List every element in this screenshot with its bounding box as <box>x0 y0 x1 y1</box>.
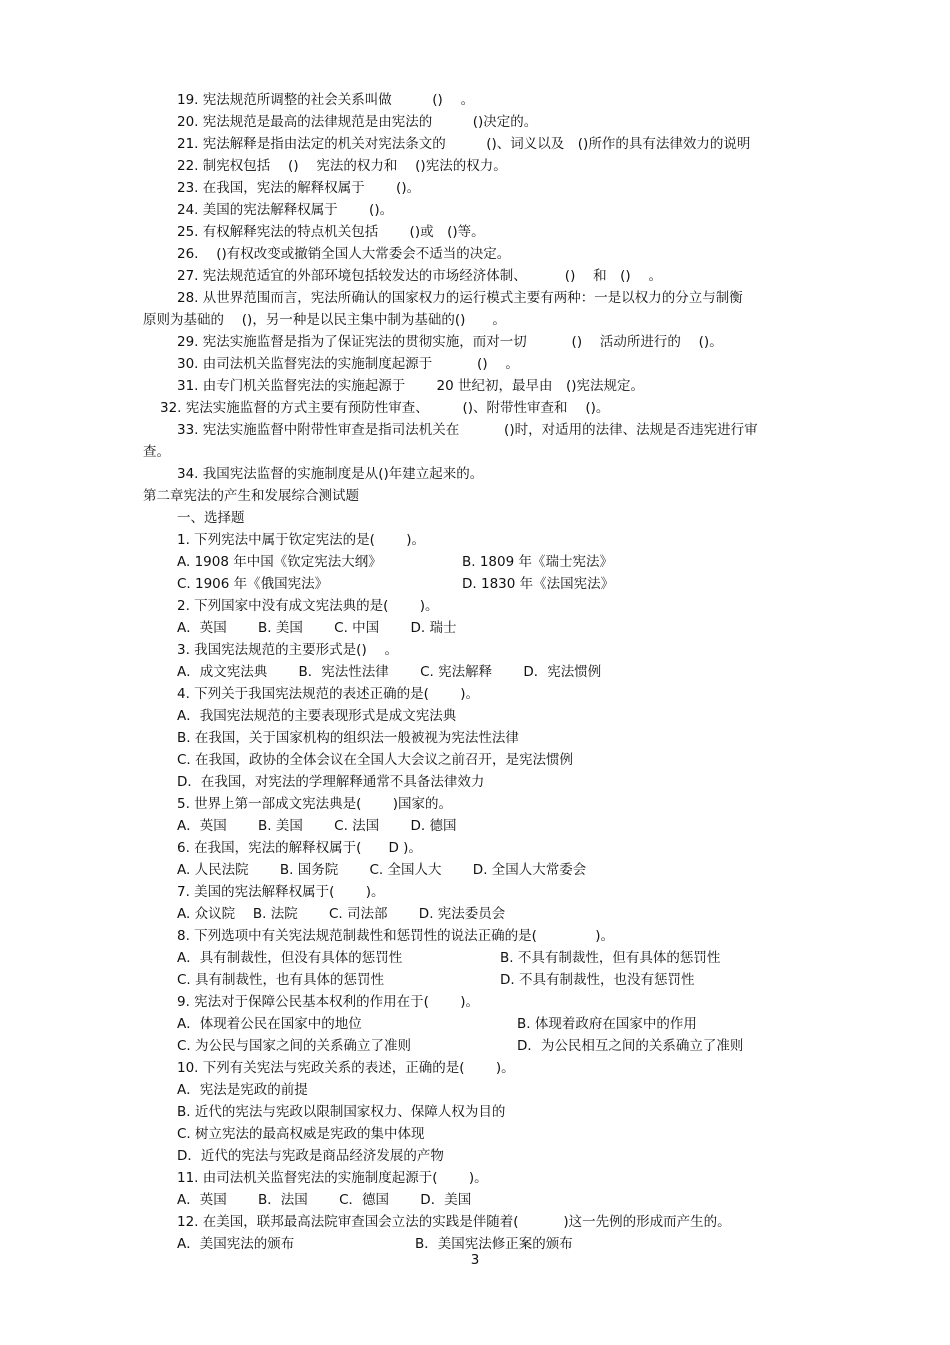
fill-in-item-22: 22. 制宪权包括 () 宪法的权力和 ()宪法的权力。 <box>177 158 507 174</box>
question-8: 8. 下列选项中有关宪法规范制裁性和惩罚性的说法正确的是( )。 <box>177 928 614 944</box>
fill-in-item-23: 23. 在我国，宪法的解释权属于 ()。 <box>177 180 421 196</box>
fill-in-item-24: 24. 美国的宪法解释权属于 ()。 <box>177 202 394 218</box>
question-10-option-d: D．近代的宪法与宪政是商品经济发展的产物 <box>177 1148 444 1164</box>
question-1-option-c: C. 1906 年《俄国宪法》 <box>177 576 329 592</box>
question-11-options: A．英国 B．法国 C．德国 D．美国 <box>177 1192 472 1208</box>
question-10-option-a: A．宪法是宪政的前提 <box>177 1082 308 1098</box>
question-8-option-b: B. 不具有制裁性，但有具体的惩罚性 <box>500 950 721 966</box>
question-7: 7. 美国的宪法解释权属于( )。 <box>177 884 385 900</box>
question-12: 12. 在美国，联邦最高法院审查国会立法的实践是伴随着( )这一先例的形成而产生的。 <box>177 1214 731 1230</box>
question-9-option-c: C. 为公民与国家之间的关系确立了准则 <box>177 1038 412 1054</box>
fill-in-item-21: 21. 宪法解释是指由法定的机关对宪法条文的 ()、词义以及 ()所作的具有法律效力的说明 <box>177 136 751 152</box>
question-9: 9. 宪法对于保障公民基本权利的作用在于( )。 <box>177 994 479 1010</box>
fill-in-item-32: 32. 宪法实施监督的方式主要有预防性审查、 ()、附带性审查和 ()。 <box>160 400 610 416</box>
question-6-options: A. 人民法院 B. 国务院 C. 全国人大 D. 全国人大常委会 <box>177 862 587 878</box>
question-10-option-b: B. 近代的宪法与宪政以限制国家权力、保障人权为目的 <box>177 1104 506 1120</box>
question-8-option-a: A．具有制裁性，但没有具体的惩罚性 <box>177 950 403 966</box>
fill-in-item-28-cont: 原则为基础的 ()，另一种是以民主集中制为基础的() 。 <box>143 312 506 328</box>
fill-in-item-33: 33. 宪法实施监督中附带性审查是指司法机关在 ()时，对适用的法律、法规是否违宪进行审 <box>177 422 758 438</box>
question-8-option-d: D. 不具有制裁性，也没有惩罚性 <box>500 972 695 988</box>
page-number: 3 <box>470 1252 480 1268</box>
question-2: 2. 下列国家中没有成文宪法典的是( )。 <box>177 598 439 614</box>
fill-in-item-28: 28. 从世界范围而言，宪法所确认的国家权力的运行模式主要有两种：一是以权力的分立与制衡 <box>177 290 743 306</box>
question-9-option-a: A．体现着公民在国家中的地位 <box>177 1016 362 1032</box>
question-5-options: A．英国 B. 美国 C. 法国 D. 德国 <box>177 818 457 834</box>
question-1-option-a: A. 1908 年中国《钦定宪法大纲》 <box>177 554 382 570</box>
fill-in-item-20: 20. 宪法规范是最高的法律规范是由宪法的 ()决定的。 <box>177 114 538 130</box>
fill-in-item-31: 31. 由专门机关监督宪法的实施起源于 20 世纪初，最早由 ()宪法规定。 <box>177 378 645 394</box>
question-6: 6. 在我国，宪法的解释权属于( D )。 <box>177 840 422 856</box>
fill-in-item-34: 34. 我国宪法监督的实施制度是从()年建立起来的。 <box>177 466 484 482</box>
fill-in-item-19: 19. 宪法规范所调整的社会关系叫做 () 。 <box>177 92 475 108</box>
question-12-option-a: A．美国宪法的颁布 <box>177 1236 295 1252</box>
question-1-option-d: D. 1830 年《法国宪法》 <box>462 576 615 592</box>
question-2-options: A．英国 B. 美国 C. 中国 D. 瑞士 <box>177 620 457 636</box>
question-4-option-b: B. 在我国，关于国家机构的组织法一般被视为宪法性法律 <box>177 730 519 746</box>
fill-in-item-33-cont: 查。 <box>143 444 170 460</box>
fill-in-item-25: 25. 有权解释宪法的特点机关包括 ()或 ()等。 <box>177 224 485 240</box>
question-3: 3. 我国宪法规范的主要形式是() 。 <box>177 642 398 658</box>
question-9-option-d: D．为公民相互之间的关系确立了准则 <box>517 1038 744 1054</box>
question-3-options: A．成文宪法典 B．宪法性法律 C. 宪法解释 D．宪法惯例 <box>177 664 602 680</box>
question-11: 11. 由司法机关监督宪法的实施制度起源于( )。 <box>177 1170 488 1186</box>
section-title: 一、选择题 <box>177 510 245 526</box>
question-4-option-d: D．在我国，对宪法的学理解释通常不具备法律效力 <box>177 774 485 790</box>
fill-in-item-29: 29. 宪法实施监督是指为了保证宪法的贯彻实施，而对一切 () 活动所进行的 ()。 <box>177 334 723 350</box>
fill-in-item-26: 26. ()有权改变或撤销全国人大常委会不适当的决定。 <box>177 246 511 262</box>
question-5: 5. 世界上第一部成文宪法典是( )国家的。 <box>177 796 452 812</box>
question-12-option-b: B．美国宪法修正案的颁布 <box>415 1236 573 1252</box>
question-1-option-b: B. 1809 年《瑞士宪法》 <box>462 554 613 570</box>
question-4-option-c: C. 在我国，政协的全体会议在全国人大会议之前召开，是宪法惯例 <box>177 752 574 768</box>
question-9-option-b: B. 体现着政府在国家中的作用 <box>517 1016 697 1032</box>
question-1: 1. 下列宪法中属于钦定宪法的是( )。 <box>177 532 425 548</box>
question-10-option-c: C. 树立宪法的最高权威是宪政的集中体现 <box>177 1126 425 1142</box>
question-4: 4. 下列关于我国宪法规范的表述正确的是( )。 <box>177 686 479 702</box>
fill-in-item-27: 27. 宪法规范适宜的外部环境包括较发达的市场经济体制、 () 和 () 。 <box>177 268 662 284</box>
chapter-title: 第二章宪法的产生和发展综合测试题 <box>143 488 359 504</box>
question-8-option-c: C. 具有制裁性，也有具体的惩罚性 <box>177 972 385 988</box>
question-4-option-a: A．我国宪法规范的主要表现形式是成文宪法典 <box>177 708 457 724</box>
question-10: 10. 下列有关宪法与宪政关系的表述，正确的是( )。 <box>177 1060 515 1076</box>
question-7-options: A. 众议院 B. 法院 C. 司法部 D. 宪法委员会 <box>177 906 506 922</box>
fill-in-item-30: 30. 由司法机关监督宪法的实施制度起源于 () 。 <box>177 356 519 372</box>
